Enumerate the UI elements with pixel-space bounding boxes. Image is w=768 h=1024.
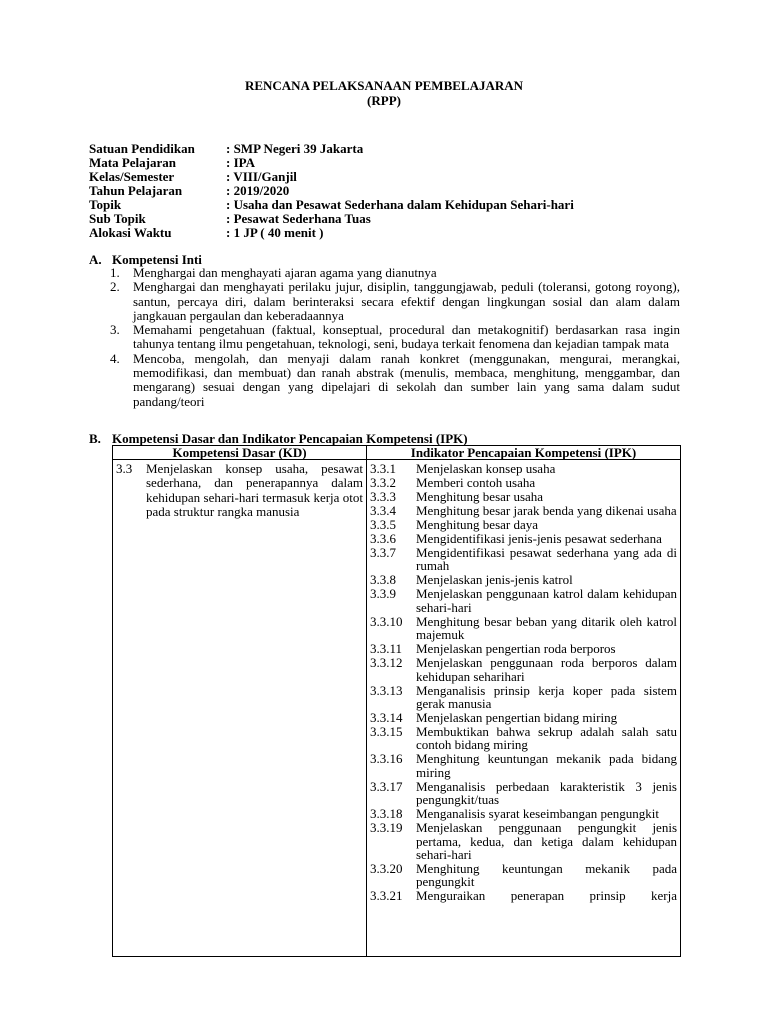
- ipk-text: Menguraikan penerapan prinsip kerja: [416, 888, 677, 904]
- ipk-item: [370, 518, 677, 531]
- info-value: : Pesawat Sederhana Tuas: [226, 211, 371, 226]
- ipk-number: 3.3.17: [370, 778, 403, 794]
- ipk-item: [370, 642, 677, 655]
- identity-info: [89, 142, 574, 240]
- info-value: : 2019/2020: [226, 183, 290, 198]
- table-row: [113, 460, 681, 957]
- ipk-text: Menganalisis perbedaan karakteristik 3 jenis pengungkit/tuas: [416, 778, 677, 808]
- ipk-item: [370, 821, 677, 861]
- list-item: [110, 323, 680, 352]
- info-row: [89, 156, 574, 170]
- info-label: Alokasi Waktu: [89, 225, 172, 240]
- section-letter: A.: [89, 252, 102, 267]
- ipk-number: 3.3.12: [370, 655, 403, 671]
- ipk-text: Menghitung keuntungan mekanik pada bidang miring: [416, 751, 677, 780]
- ipk-text: Menghitung besar usaha: [416, 489, 544, 504]
- list-item: [110, 352, 680, 409]
- ipk-item: [370, 490, 677, 503]
- document-title: RENCANA PELAKSANAAN PEMBELAJARAN: [244, 78, 524, 93]
- kd-cell: [113, 460, 367, 957]
- ipk-item: [370, 656, 677, 683]
- list-text: Menghargai dan menghayati perilaku jujur, disiplin, tanggungjawab, peduli (toleransi, gotong royong), santun, percaya diri, dalam berinteraksi secara efektif dengan lingkungan sosial dan alam dalam jangkauan pergaulan dan keberadaannya: [133, 279, 680, 323]
- info-row: [89, 184, 574, 198]
- info-row: [89, 212, 574, 226]
- ipk-list: [370, 462, 677, 903]
- ipk-item: [370, 573, 677, 586]
- ipk-text: Menjelaskan konsep usaha: [416, 461, 556, 476]
- info-label: Topik: [89, 197, 122, 212]
- ipk-text: Mengidentifikasi jenis-jenis pesawat sederhana: [416, 531, 662, 546]
- info-label: Tahun Pelajaran: [89, 183, 183, 198]
- ipk-number: 3.3.1: [370, 461, 396, 476]
- ipk-number: 3.3.7: [370, 545, 396, 560]
- ipk-number: 3.3.11: [370, 641, 403, 657]
- kd-text: Menjelaskan konsep usaha, pesawat sederhana, dan penerapannya dalam kehidupan sehari-hari termasuk kerja otot pada struktur rangka manusia: [146, 461, 363, 519]
- list-number: 2.: [110, 279, 120, 295]
- ipk-number: 3.3.2: [370, 475, 396, 490]
- ipk-item: [370, 889, 677, 902]
- ipk-text: Menjelaskan jenis-jenis katrol: [416, 572, 573, 588]
- list-number: 1.: [110, 265, 120, 280]
- info-value: : SMP Negeri 39 Jakarta: [226, 141, 364, 156]
- list-text: Menghargai dan menghayati ajaran agama yang dianutnya: [133, 265, 437, 280]
- ipk-text: Menjelaskan pengertian bidang miring: [416, 710, 618, 726]
- ipk-text: Menghitung keuntungan mekanik pada pengungkit: [416, 861, 677, 890]
- info-value: : 1 JP ( 40 menit ): [226, 225, 324, 240]
- list-text: Memahami pengetahuan (faktual, konseptual, procedural dan metakognitif) berdasarkan rasa ingin tahunya tentang ilmu pengetahuan, teknologi, seni, budaya terkait fenomena dan kejadian tampak mata: [133, 322, 680, 352]
- section-title: Kompetensi Inti: [112, 252, 202, 267]
- ipk-item: [370, 615, 677, 642]
- ipk-text: Menghitung besar beban yang ditarik oleh katrol majemuk: [416, 613, 677, 643]
- table-header-row: [113, 446, 681, 460]
- ipk-number: 3.3.8: [370, 572, 396, 588]
- ipk-number: 3.3.16: [370, 751, 403, 767]
- info-label: Satuan Pendidikan: [89, 141, 195, 156]
- ipk-item: [370, 725, 677, 752]
- ipk-number: 3.3.14: [370, 710, 403, 726]
- ipk-number: 3.3.4: [370, 503, 396, 518]
- ipk-number: 3.3.9: [370, 586, 396, 602]
- list-number: 3.: [110, 322, 120, 338]
- ipk-number: 3.3.20: [370, 861, 403, 877]
- ipk-text: Membuktikan bahwa sekrup adalah salah satu contoh bidang miring: [416, 724, 677, 753]
- ipk-item: [370, 807, 677, 820]
- kd-number: 3.3: [116, 461, 133, 476]
- ipk-number: 3.3.19: [370, 820, 403, 836]
- ipk-item: [370, 504, 677, 517]
- ipk-text: Menjelaskan penggunaan roda berporos dalam kehidupan seharihari: [416, 655, 677, 684]
- kompetensi-inti-list: [110, 266, 680, 409]
- info-label: Kelas/Semester: [89, 169, 175, 184]
- kd-item: [116, 462, 363, 519]
- info-row: [89, 170, 574, 184]
- info-label: Sub Topik: [89, 211, 146, 226]
- ipk-item: [370, 780, 677, 807]
- section-title: Kompetensi Dasar dan Indikator Pencapaian Kompetensi (IPK): [112, 431, 468, 446]
- info-value: : Usaha dan Pesawat Sederhana dalam Kehidupan Sehari-hari: [226, 197, 574, 212]
- ipk-item: [370, 587, 677, 614]
- list-text: Mencoba, mengolah, dan menyaji dalam ranah konkret (menggunakan, mengurai, merangkai, memodifikasi, dan membuat) dan ranah abstrak (menulis, membaca, menghitung, menggambar, dan mengarang) sesuai dengan yang dipelajari di sekolah dan sumber lain yang sama dalam sudut pandang/teori: [133, 350, 680, 409]
- list-item: [110, 266, 680, 280]
- ipk-item: [370, 476, 677, 489]
- ipk-text: Menjelaskan penggunaan katrol dalam kehidupan sehari-hari: [416, 586, 677, 615]
- info-label: Mata Pelajaran: [89, 155, 177, 170]
- section-letter: B.: [89, 431, 101, 446]
- ipk-number: 3.3.15: [370, 724, 403, 740]
- ipk-item: [370, 711, 677, 724]
- column-header-ipk: Indikator Pencapaian Kompetensi (IPK): [367, 446, 681, 460]
- info-row: [89, 198, 574, 212]
- ipk-number: 3.3.21: [370, 888, 403, 904]
- ipk-cell: [367, 460, 681, 957]
- ipk-text: Menganalisis prinsip kerja koper pada sistem gerak manusia: [416, 682, 677, 712]
- ipk-text: Menghitung besar daya: [416, 517, 539, 532]
- ipk-item: [370, 546, 677, 573]
- ipk-number: 3.3.18: [370, 806, 403, 822]
- ipk-item: [370, 532, 677, 545]
- ipk-text: Mengidentifikasi pesawat sederhana yang ada di rumah: [416, 545, 677, 574]
- ipk-number: 3.3.13: [370, 682, 403, 698]
- ipk-item: [370, 862, 677, 889]
- ipk-text: Memberi contoh usaha: [416, 475, 536, 490]
- ipk-text: Menganalisis syarat keseimbangan pengungkit: [416, 806, 659, 822]
- list-item: [110, 280, 680, 323]
- info-value: : IPA: [226, 155, 256, 170]
- info-row: [89, 226, 574, 240]
- ipk-item: [370, 752, 677, 779]
- section-b-heading: [89, 431, 468, 446]
- ipk-item: [370, 684, 677, 711]
- info-row: [89, 142, 574, 156]
- ipk-text: Menjelaskan penggunaan pengungkit jenis pertama, kedua, dan ketiga dalam kehidupan sehari-hari: [416, 820, 677, 863]
- ipk-text: Menghitung besar jarak benda yang dikenai usaha: [416, 503, 677, 518]
- ipk-number: 3.3.5: [370, 517, 396, 532]
- ipk-item: [370, 462, 677, 475]
- ipk-text: Menjelaskan pengertian roda berporos: [416, 641, 616, 657]
- info-value: : VIII/Ganjil: [226, 169, 297, 184]
- ipk-number: 3.3.10: [370, 613, 403, 629]
- list-number: 4.: [110, 350, 120, 366]
- ipk-number: 3.3.6: [370, 531, 396, 546]
- column-header-kd: Kompetensi Dasar (KD): [113, 446, 367, 460]
- document-subtitle: (RPP): [367, 93, 401, 108]
- kd-ipk-table: [112, 445, 681, 957]
- ipk-number: 3.3.3: [370, 489, 396, 504]
